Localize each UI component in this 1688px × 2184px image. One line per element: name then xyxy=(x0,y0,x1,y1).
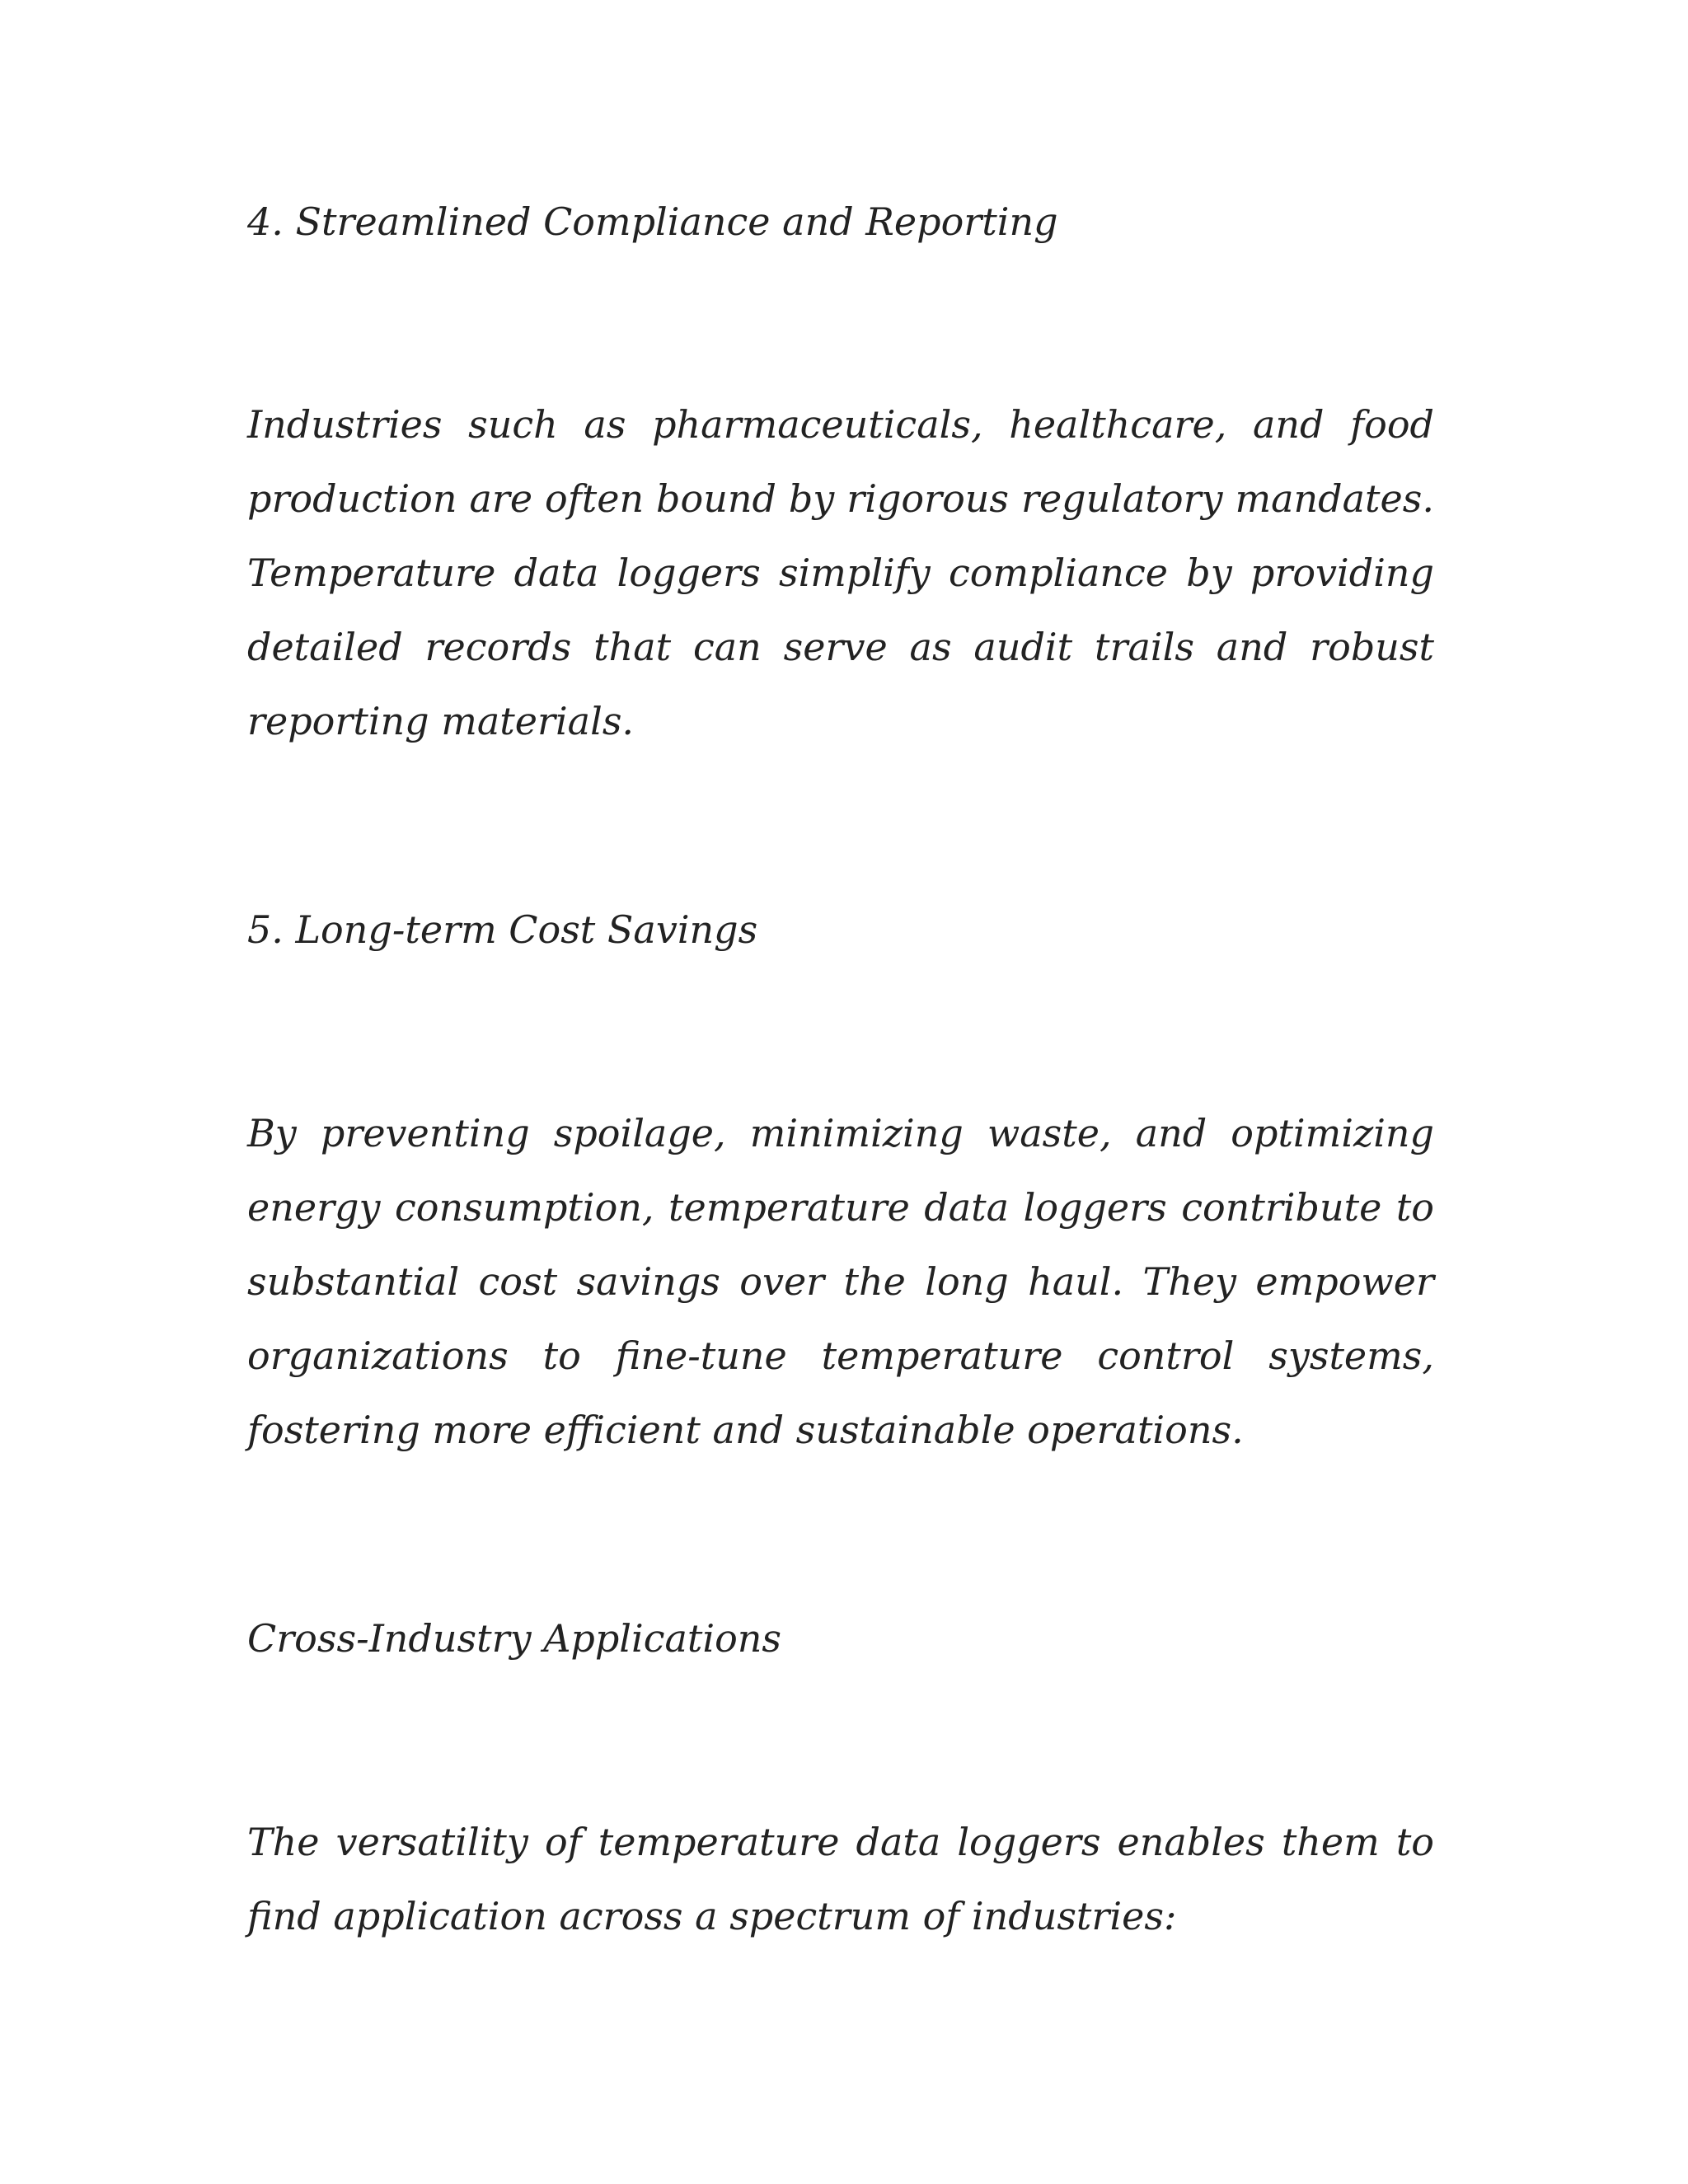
section-body-cost-savings xyxy=(247,1096,1434,1467)
heading-text: Cross-Industry Applications xyxy=(247,1616,782,1661)
section-body-cross-industry xyxy=(247,1805,1434,1953)
heading-text: 4. Streamlined Compliance and Reporting xyxy=(247,199,1058,244)
paragraph-text: Industries such as pharmaceuticals, healthcare, and food production are often bound by rigorous regulatory mandates. Temperature data loggers simplify compliance by providing detailed records that can serve as audit trails and robust reporting materials. xyxy=(247,402,1434,743)
paragraph-text: The versatility of temperature data loggers enables them to find application across a spectrum of industries: xyxy=(247,1820,1434,1938)
section-body-compliance xyxy=(247,387,1434,758)
section-heading-cross-industry xyxy=(247,1601,1434,1675)
paragraph-text: By preventing spoilage, minimizing waste, and optimizing energy consumption, temperature data loggers contribute to substantial cost savings over the long haul. They empower organizations to fine-tune temperature control systems, fostering more efficient and sustainable operations. xyxy=(247,1111,1434,1452)
section-heading-cost-savings xyxy=(247,893,1434,967)
heading-text: 5. Long-term Cost Savings xyxy=(247,907,758,952)
section-heading-compliance xyxy=(247,185,1434,259)
